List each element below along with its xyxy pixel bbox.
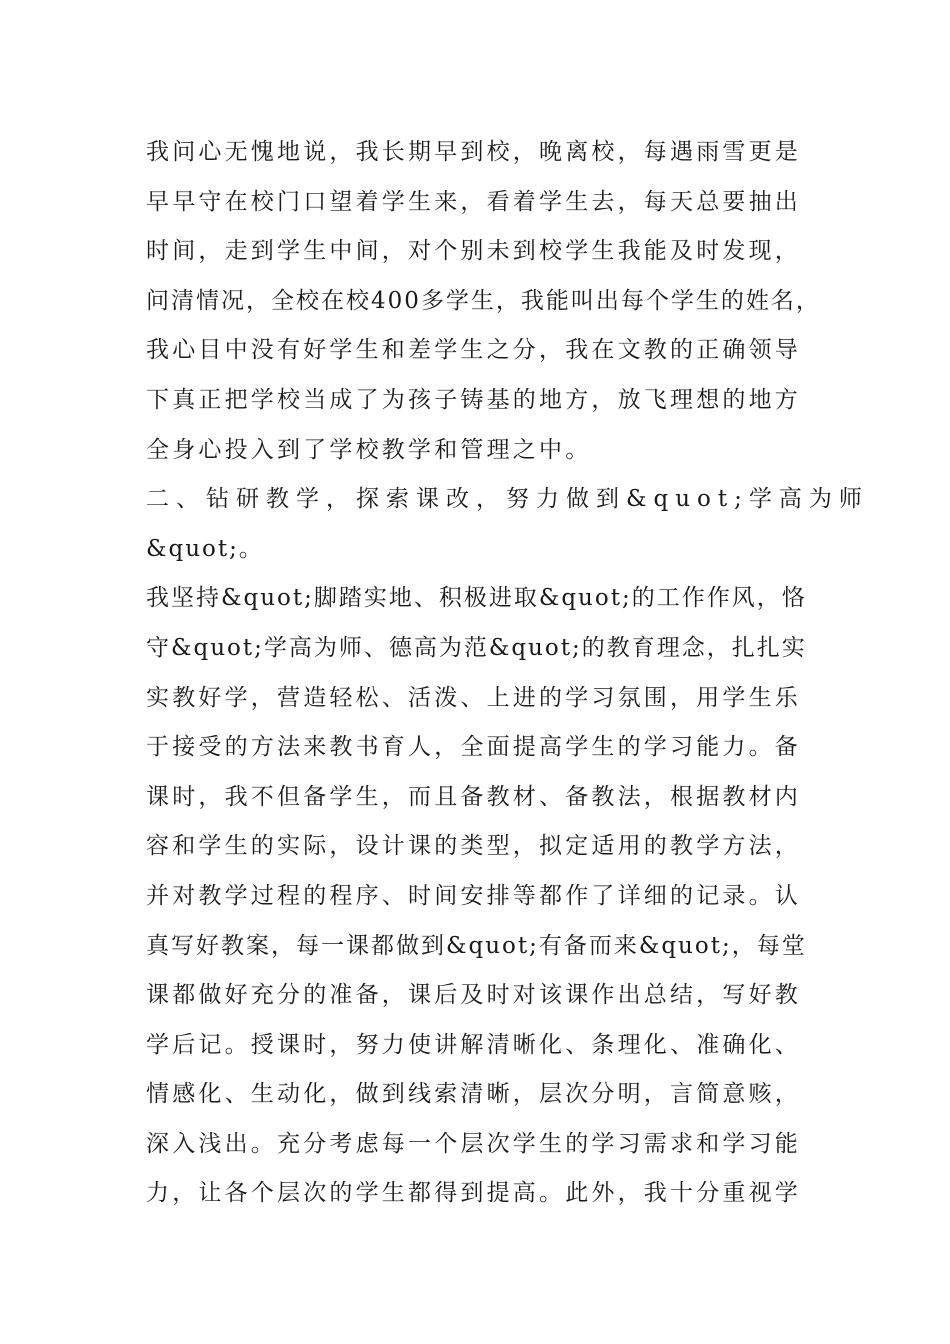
- text-line: 真写好教案，每一课都做到&quot;有备而来&quot;，每堂: [146, 932, 807, 959]
- text-line: 我心目中没有好学生和差学生之分，我在文教的正确领导: [146, 337, 801, 364]
- text-line: 问清情况，全校在校400多学生，我能叫出每个学生的姓名，: [146, 287, 821, 314]
- text-line: 全身心投入到了学校教学和管理之中。: [146, 436, 592, 463]
- text-line: 守&quot;学高为师、德高为范&quot;的教育理念，扎扎实: [146, 634, 807, 661]
- section-heading: 二、钻研教学，探索课改，努力做到&quot;学高为师: [146, 486, 869, 513]
- text-line: 实教好学，营造轻松、活泼、上进的学习氛围，用学生乐: [146, 684, 801, 711]
- text-line: 情感化、生动化，做到线索清晰，层次分明，言简意赅，: [146, 1081, 801, 1108]
- text-line: 课时，我不但备学生，而且备教材、备教法，根据教材内: [146, 783, 801, 810]
- body-text: [146, 128, 869, 1219]
- text-line: 力，让各个层次的学生都得到提高。此外，我十分重视学: [146, 1180, 801, 1207]
- text-line: &quot;。: [146, 535, 264, 562]
- text-line: 下真正把学校当成了为孩子铸基的地方，放飞理想的地方: [146, 386, 801, 413]
- text-line: 课都做好充分的准备，课后及时对该课作出总结，写好教: [146, 982, 801, 1009]
- text-line: 时间，走到学生中间，对个别未到校学生我能及时发现，: [146, 238, 801, 265]
- text-line: 早早守在校门口望着学生来，看着学生去，每天总要抽出: [146, 188, 801, 215]
- text-line: 于接受的方法来教书育人，全面提高学生的学习能力。备: [146, 734, 801, 761]
- text-line: 我坚持&quot;脚踏实地、积极进取&quot;的工作作风，恪: [146, 585, 807, 612]
- text-line: 学后记。授课时，努力使讲解清晰化、条理化、准确化、: [146, 1031, 801, 1058]
- text-line: 深入浅出。充分考虑每一个层次学生的学习需求和学习能: [146, 1130, 801, 1157]
- text-line: 容和学生的实际，设计课的类型，拟定适用的教学方法，: [146, 833, 801, 860]
- text-line: 并对教学过程的程序、时间安排等都作了详细的记录。认: [146, 882, 801, 909]
- text-line: 我问心无愧地说，我长期早到校，晚离校，每遇雨雪更是: [146, 139, 801, 165]
